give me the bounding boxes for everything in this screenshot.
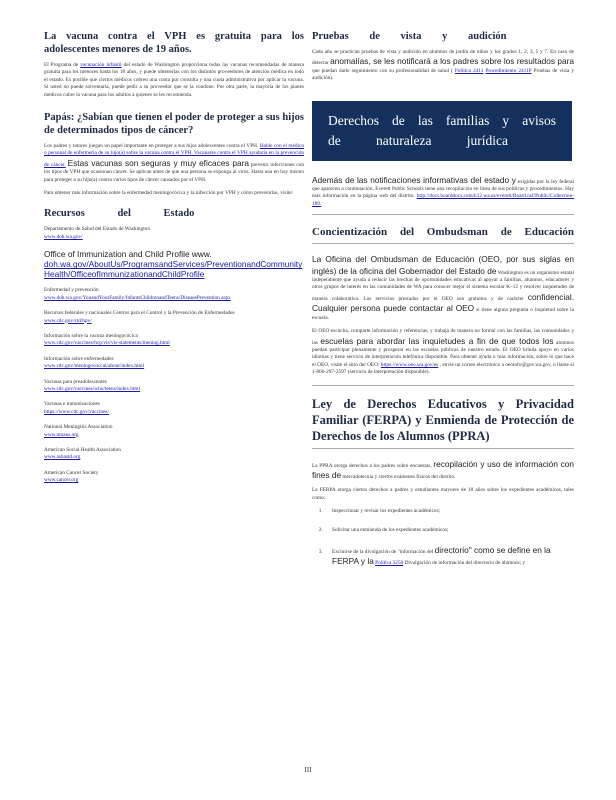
ombuds-paragraph-2 bbox=[312, 328, 574, 376]
resource-link[interactable]: https://www.cdc.gov/vaccines/ bbox=[44, 408, 109, 415]
parents-paragraph-2: Para obtener más información sobre la enfermedad meningocócica y la infección por VPH y cómo prevenirlas, visite: bbox=[44, 190, 294, 197]
resource-item bbox=[44, 310, 304, 325]
resource-label: Departamento de Salud del Estado de Washington bbox=[44, 226, 150, 233]
divider bbox=[312, 243, 574, 244]
boarddocs-link[interactable]: http://docs.boarddocs.com/k12.wa.us/everett/Board.nsf/Public/Collection-189. bbox=[312, 193, 574, 207]
resource-link[interactable]: www.nmaus.org bbox=[44, 431, 79, 438]
ferpa-paragraph: La FERPA otorga ciertos derechos a padres y estudiantes mayores de 18 años sobre los expedientes académicos, tales como: bbox=[312, 487, 574, 501]
resource-item bbox=[44, 356, 304, 371]
resource-item bbox=[44, 333, 304, 348]
banner-line-2: de naturaleza jurídica bbox=[328, 132, 508, 148]
text: mercadotecnia y ciertos exámenes físicos del distrito. bbox=[342, 473, 456, 480]
hpv-heading: La vacuna contra el VPH es gratuita para los adolescentes menores de 19 años. bbox=[44, 31, 304, 55]
ferpa-rights-list bbox=[312, 508, 574, 568]
resource-link[interactable]: www.cdc.gov/vaccines/who/teens/index.html bbox=[44, 385, 141, 392]
resource-label: Información sobre enfermedades bbox=[44, 355, 114, 362]
resource-label: American Social Health Association bbox=[44, 446, 121, 453]
ombuds-paragraph-1 bbox=[312, 254, 574, 322]
resource-label: Información sobre la vacuna meningocócica bbox=[44, 332, 138, 339]
resource-link[interactable]: doh.wa.gov/AboutUs/ProgramsandServices/PreventionandCommunityHealth/OfficeofImmunizationandChildProfile bbox=[44, 259, 303, 280]
legal-rights-banner bbox=[312, 101, 572, 161]
rights-paragraph bbox=[312, 175, 574, 209]
resource-link[interactable]: www.cdc.gov/std/hpv/ bbox=[44, 317, 92, 324]
text: Cada año se practican pruebas de vista y audición en alumnos de jardín de niños y los grados 1, 2, 3, 5 y 7. En caso de detectar bbox=[312, 49, 574, 67]
ppra-paragraph bbox=[312, 459, 574, 482]
banner-line-1: Derechos de las familias y avisos bbox=[328, 112, 556, 128]
text-large: recopilación y uso de información con fines de bbox=[312, 458, 574, 480]
resource-link[interactable]: www.ashastd.org bbox=[44, 454, 81, 461]
resource-label: National Meningitis Association bbox=[44, 424, 113, 431]
resource-label: Vacunas e inmunizaciones bbox=[44, 401, 100, 408]
list-item: 2. Solicitar una enmienda de los expedientes académicos; bbox=[324, 527, 574, 534]
text: que puedan darle seguimiento con su profesionalidad de salud ( bbox=[312, 67, 453, 74]
text: Washington es un organismo estatal independiente que ayuda a reducir las brechas de oportunidades educativas al apoyar a familias, alumnos, educadores y otros grupos de interés en las comunidades de WA para conocer mejor el sistema escolar K–12 y resolver inquietudes de manera colaborativa. Los servicios prestados por el OEO son gratuitos y de carácter bbox=[312, 269, 574, 302]
text: La PPRA otorga derechos a los padres sobre encuestas, bbox=[312, 462, 432, 469]
text: Divulgación de información del directorio de alumnos; y bbox=[404, 560, 526, 567]
divider bbox=[312, 385, 574, 386]
list-item: 1. Inspeccionar y revisar los expedientes académicos; bbox=[324, 508, 574, 515]
talk-to-doctor-link[interactable]: Hable con el médico o personal de enfermería de su hijo(a) sobre la vacuna contra el VPH. Vacunarse contra el VPH ayudaría en la prevención de cáncer. bbox=[44, 143, 305, 168]
text: Los padres y tutores juegan un papel importante en proteger a sus hijos adolescentes contra el VPH. bbox=[44, 143, 259, 150]
resource-item bbox=[44, 379, 304, 394]
text-large: La Oficina del Ombudsman de Educación (OEO, por sus siglas en inglés) de la oficina del Gobernador del Estado de bbox=[312, 254, 574, 276]
text: exigidas por la ley federal que aparecen a continuación, Everett Public Schools tiene una recopilación en línea de sus políticas y procedimientos. Hay más información en la página web del distrito. bbox=[312, 178, 574, 200]
resource-list bbox=[44, 226, 304, 484]
oeo-website-link[interactable]: https://www.oeo.wa.gov/es bbox=[380, 361, 439, 368]
right-column bbox=[312, 30, 574, 579]
resource-item bbox=[44, 424, 304, 439]
procedure-2411p-link[interactable]: Procedimiento 2411P bbox=[485, 67, 532, 74]
parents-paragraph bbox=[44, 143, 304, 184]
resource-link[interactable]: www.doh.wa.gov/ bbox=[44, 233, 83, 240]
text-large: anomalías, se les notificará a los padres sobre los resultados para bbox=[330, 56, 575, 67]
resource-item bbox=[44, 470, 304, 485]
divider bbox=[312, 448, 574, 449]
vision-paragraph bbox=[312, 49, 574, 83]
text: si tiene alguna pregunta o inquietud sobre la escuela. bbox=[312, 307, 575, 321]
text: alumnos puedan participar plenamente y prosperar en las escuelas públicas de nuestro estado. El OEO brinda apoyo en varios idiomas y tiene servicio de interpretación telefónica disponible. Para obtener ayuda o más información, sobre lo que hace el OEO, visite el sitio del OEO: bbox=[312, 339, 574, 368]
text: El Programa de bbox=[44, 62, 79, 68]
policy-2411-link[interactable]: Política 2411 bbox=[454, 67, 484, 74]
text: , envíe un correo electrónico a oeoinfo@gov.wa.gov, o llame al 1-866-297-2597 (servicio de interpretación disponible). bbox=[312, 361, 574, 376]
vaccination-program-link[interactable]: vacunación infantil bbox=[80, 62, 122, 68]
text-large: Además de las notificaciones informativas del estado y bbox=[312, 174, 516, 185]
list-item bbox=[324, 545, 574, 568]
vision-heading: Pruebas de vista y audición bbox=[312, 31, 507, 42]
ferpa-heading: Ley de Derechos Educativos y Privacidad Familiar (FERPA) y Enmienda de Protección de Derechos de los Alumnos (PPRA) bbox=[312, 396, 574, 443]
left-column bbox=[44, 30, 304, 493]
text-large: Estas vacunas son seguras y muy eficaces para bbox=[67, 157, 249, 168]
resource-label: Enfermedad y prevención bbox=[44, 287, 99, 294]
resource-label: Office of Immunization and Child Profile www. bbox=[44, 249, 212, 260]
text-large: escuelas para abordar las inquietudes a fin de que todos los bbox=[320, 335, 554, 346]
text: El OEO escucha, comparte información y referencias, y trabaja de manera no formal con las familias, las comunidades y las bbox=[312, 328, 574, 346]
hpv-paragraph bbox=[44, 62, 304, 99]
resource-link[interactable]: www.doh.wa.gov/YouandYourFamily/InfantsChildrenandTeens/DiseasePrevention.aspx bbox=[44, 294, 231, 301]
parents-heading: Papás: ¿Sabían que tienen el poder de proteger a sus hijos de determinados tipos de cáncer? bbox=[44, 112, 304, 137]
ombuds-heading: Concientización del Ombudsman de Educación bbox=[312, 226, 574, 239]
divider bbox=[312, 214, 574, 215]
text: prevenir infecciones con los tipos de VPH que ocasionan cáncer. Se aplican antes de que una persona se exponga al virus. Hasta una en hoy mismo para proteger a su hijo(a) contra varios tipos de cáncer causados por el VPH. bbox=[44, 161, 304, 183]
resource-item bbox=[44, 401, 304, 416]
resource-label: American Cancer Society bbox=[44, 469, 99, 476]
text-large: confidencial. Cualquier persona puede contactar al OEO bbox=[312, 291, 574, 314]
resource-link[interactable]: www.cdc.gov/meningococcal/about/index.html bbox=[44, 363, 145, 370]
page-number: III bbox=[304, 766, 312, 774]
policy-3250-link[interactable]: Política 3250 bbox=[375, 560, 404, 567]
resource-label: Recursos federales y nacionales Centros para el Control y la Prevención de Enfermedades bbox=[44, 310, 235, 317]
text: del estado de Washington proporciona todas las vacunas recomendadas de manera gratuita para los menores hasta los 18 años, y puede obtenerlas con los distintos proveedores de atención médica en todo el estado. Es posible que ciertos médicos cobren una cuota por consulta y una cuota administrativa por aplicar la vacuna. Si usted no puede solventarla, puede pedir a su proveedor que se la condone. Por otra parte, la mayoría de los planes médicos cubre la vacuna para los adultos a quienes se les recomienda. bbox=[44, 62, 305, 98]
resource-item bbox=[44, 447, 304, 462]
resource-label: Vacunas para preadolescentes bbox=[44, 378, 107, 385]
resource-link[interactable]: www.cdc.gov/vaccines/hcp/vis/vis-statements/mening.html bbox=[44, 340, 170, 347]
resources-heading: Recursos del Estado bbox=[44, 208, 195, 220]
text-large: directorio" como se define en la FERPA y la bbox=[332, 544, 551, 567]
resource-item bbox=[44, 287, 304, 302]
text: Pruebas de vista y audición). bbox=[312, 67, 574, 82]
resource-link[interactable]: www.cancer.org bbox=[44, 477, 79, 484]
text: Excluirse de la divulgación de "información del bbox=[332, 548, 434, 555]
resource-item bbox=[44, 226, 304, 241]
resource-item bbox=[44, 249, 304, 279]
